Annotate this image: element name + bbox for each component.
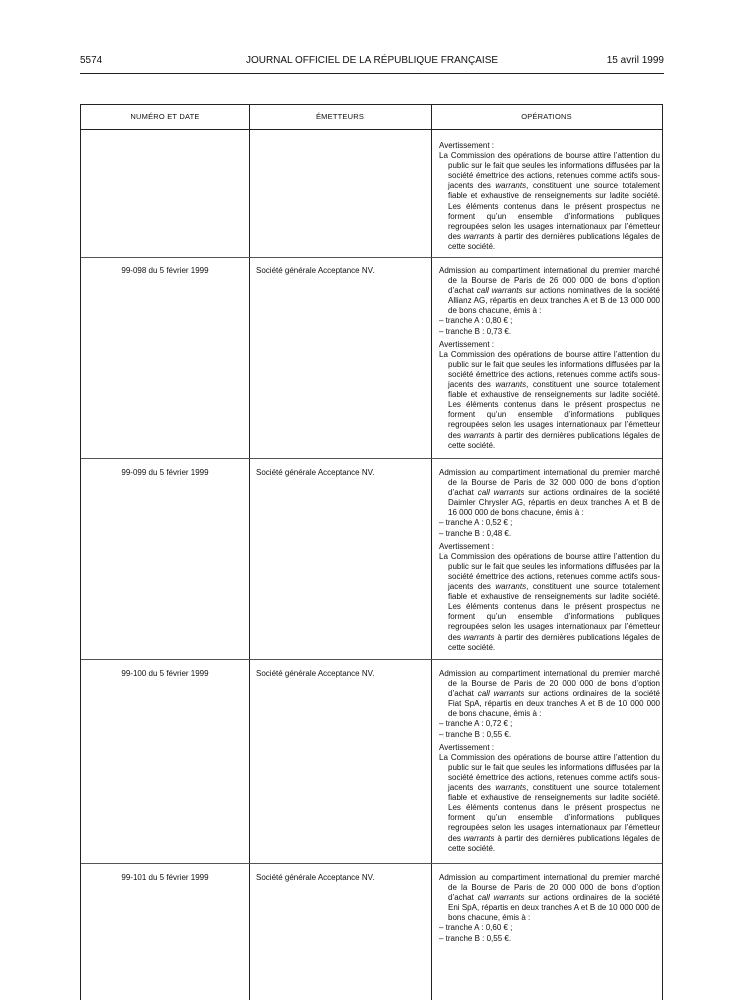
tranche-price: – tranche A : 0,52 € ; <box>439 518 660 528</box>
header-rule <box>80 73 664 74</box>
warning-text: La Commission des opérations de bourse attire l’attention du public sur le fait que seules les informations diffusées par la société émettrice des actions, retenues comme actifs sous-jacents des warrants, constituent une source totalement fiable et exhaustive de renseignements sur ladite société. Les éléments contenus dans le présent prospectus ne forment qu’un ensemble d’informations publiques regroupées selon les usages internationaux par l’émetteur des warrants à partir des dernières publications légales de cette société. <box>439 151 661 251</box>
warning-title: Avertissement : <box>439 742 494 752</box>
row-separator <box>81 257 662 258</box>
column-divider <box>249 105 250 1000</box>
row-operations <box>439 141 660 252</box>
row-operations <box>439 669 660 854</box>
tranche-price: – tranche A : 0,72 € ; <box>439 719 660 729</box>
operation-text: Admission au compartiment international du premier marché de la Bourse de Paris de 26 000 000 de bons d’option d’achat call warrants sur actions nominatives de la société Allianz AG, répartis en deux tranches A et B de 13 000 000 de bons chacune, émis à : <box>439 266 660 316</box>
publication-date: 15 avril 1999 <box>606 55 664 66</box>
row-operations <box>439 873 660 944</box>
operation-text: Admission au compartiment international du premier marché de la Bourse de Paris de 20 000 000 de bons d’option d’achat call warrants sur actions ordinaires de la société Eni SpA, répartis en deux tranches A et B de 10 000 000 de bons chacune, émis à : <box>439 873 660 923</box>
column-divider <box>431 105 432 1000</box>
row-number-date: 99-098 du 5 février 1999 <box>121 266 209 275</box>
column-header-operations: OPÉRATIONS <box>521 112 572 121</box>
operation-text: Admission au compartiment international du premier marché de la Bourse de Paris de 32 000 000 de bons d’option d’achat call warrants sur actions ordinaires de la société Daimler Chrysler AG, répartis en deux tranches A et B de 16 000 000 de bons chacune, émis à : <box>439 468 660 518</box>
row-number-date: 99-101 du 5 février 1999 <box>121 873 209 882</box>
tranche-price: – tranche B : 0,55 €. <box>439 730 660 740</box>
row-issuer: Société générale Acceptance NV. <box>256 669 375 678</box>
warning-text: La Commission des opérations de bourse attire l’attention du public sur le fait que seules les informations diffusées par la société émettrice des actions, retenues comme actifs sous-jacents des warrants, constituent une source totalement fiable et exhaustive de renseignements sur ladite société. Les éléments contenus dans le présent prospectus ne forment qu’un ensemble d’informations publiques regroupées selon les usages internationaux par l’émetteur des warrants à partir des dernières publications légales de cette société. <box>439 551 661 652</box>
journal-title: JOURNAL OFFICIEL DE LA RÉPUBLIQUE FRANÇAISE <box>245 55 499 66</box>
row-issuer: Société générale Acceptance NV. <box>256 266 375 275</box>
warning-text: La Commission des opérations de bourse attire l’attention du public sur le fait que seules les informations diffusées par la société émettrice des actions, retenues comme actifs sous-jacents des warrants, constituent une source totalement fiable et exhaustive de renseignements sur ladite société. Les éléments contenus dans le présent prospectus ne forment qu’un ensemble d’informations publiques regroupées selon les usages internationaux par l’émetteur des warrants à partir des dernières publications légales de cette société. <box>439 752 661 853</box>
page-number: 5574 <box>80 55 103 66</box>
row-separator <box>81 863 662 864</box>
tranche-price: – tranche B : 0,48 €. <box>439 529 660 539</box>
warning-text: La Commission des opérations de bourse attire l’attention du public sur le fait que seules les informations diffusées par la société émettrice des actions, retenues comme actifs sous-jacents des warrants, constituent une source totalement fiable et exhaustive de renseignements sur ladite société. Les éléments contenus dans le présent prospectus ne forment qu’un ensemble d’informations publiques regroupées selon les usages internationaux par l’émetteur des warrants à partir des dernières publications légales de cette société. <box>439 349 661 450</box>
warning-title: Avertissement : <box>439 141 494 150</box>
row-number-date: 99-100 du 5 février 1999 <box>121 669 209 678</box>
column-header-issuers: ÉMETTEURS <box>315 112 365 121</box>
tranche-price: – tranche A : 0,60 € ; <box>439 923 660 933</box>
operations-table <box>80 104 663 1000</box>
row-separator <box>81 659 662 660</box>
row-number-date: 99-099 du 5 février 1999 <box>121 468 209 477</box>
table-header <box>81 105 662 130</box>
column-header-number-date: NUMÉRO ET DATE <box>130 112 200 121</box>
row-operations <box>439 266 660 451</box>
tranche-price: – tranche B : 0,73 €. <box>439 327 660 337</box>
row-operations <box>439 468 660 653</box>
tranche-price: – tranche A : 0,80 € ; <box>439 316 660 326</box>
row-issuer: Société générale Acceptance NV. <box>256 468 375 477</box>
row-issuer: Société générale Acceptance NV. <box>256 873 375 882</box>
page-header <box>80 55 664 69</box>
operation-text: Admission au compartiment international du premier marché de la Bourse de Paris de 20 000 000 de bons d’option d’achat call warrants sur actions ordinaires de la société Fiat SpA, répartis en deux tranches A et B de 10 000 000 de bons chacune, émis à : <box>439 669 660 719</box>
warning-title: Avertissement : <box>439 541 494 551</box>
tranche-price: – tranche B : 0,55 €. <box>439 934 660 944</box>
warning-title: Avertissement : <box>439 339 494 349</box>
row-separator <box>81 458 662 459</box>
